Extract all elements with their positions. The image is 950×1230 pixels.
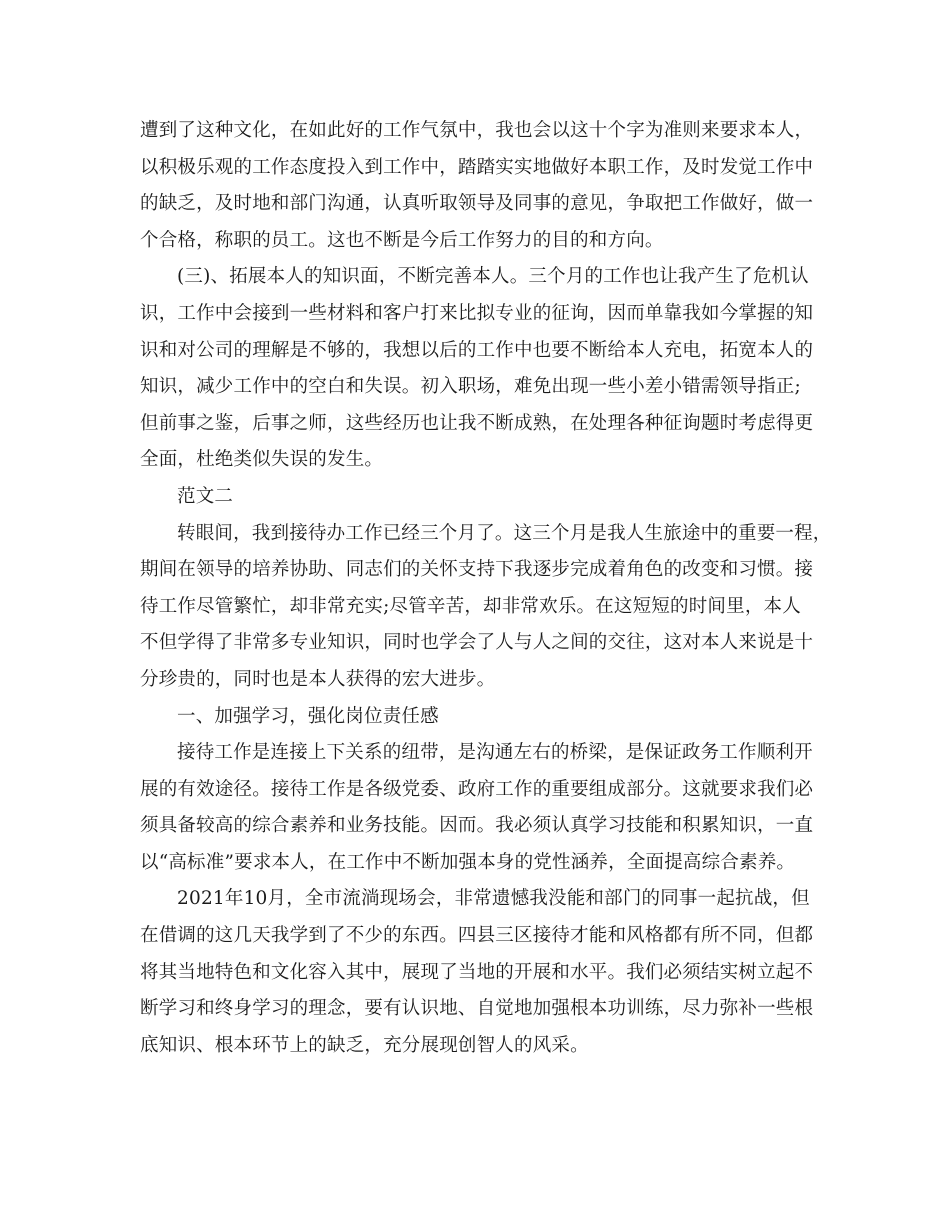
text-line: 识和对公司的理解是不够的，我想以后的工作中也要不断给本人充电，拓宽本人的 bbox=[140, 339, 814, 361]
text-line: 底知识、根本环节上的缺乏，充分展现创智人的风采。 bbox=[140, 1034, 589, 1056]
text-line: 分珍贵的，同时也是本人获得的宏大进步。 bbox=[140, 668, 496, 690]
text-line: 遭到了这种文化，在如此好的工作气氛中，我也会以这十个字为准则来要求本人， bbox=[140, 120, 814, 141]
text-line: 的缺乏，及时地和部门沟通，认真听取领导及同事的意见，争取把工作做好，做一 bbox=[140, 193, 814, 215]
document-body bbox=[140, 113, 840, 1064]
paragraph-start-line: 接待工作是连接上下关系的纽带，是沟通左右的桥梁，是保证政务工作顺利开 bbox=[177, 742, 813, 764]
text-line: 但前事之鉴，后事之师，这些经历也让我不断成熟，在处理各种征询题时考虑得更 bbox=[140, 412, 814, 434]
text-line: 须具备较高的综合素养和业务技能。因而。我必须认真学习技能和积累知识，一直 bbox=[140, 815, 814, 837]
text-line: 个合格，称职的员工。这也不断是今后工作努力的目的和方向。 bbox=[140, 229, 664, 251]
text-line: 断学习和终身学习的理念，要有认识地、自觉地加强根本功训练，尽力弥补一些根 bbox=[140, 998, 814, 1020]
section-heading: 一、加强学习，强化岗位责任感 bbox=[177, 705, 439, 727]
text-line: 展的有效途径。接待工作是各级党委、政府工作的重要组成部分。这就要求我们必 bbox=[140, 778, 814, 800]
text-line: 将其当地特色和文化容入其中，展现了当地的开展和水平。我们必须结实树立起不 bbox=[140, 961, 814, 983]
text-line: 知识，减少工作中的空白和失误。初入职场，难免出现一些小差小错需领导指正; bbox=[140, 376, 801, 398]
text-line: 不但学得了非常多专业知识，同时也学会了人与人之间的交往，这对本人来说是十 bbox=[140, 632, 814, 654]
paragraph-start-line: (三)、拓展本人的知识面，不断完善本人。三个月的工作也让我产生了危机认 bbox=[177, 266, 809, 288]
text-line: 在借调的这几天我学到了不少的东西。四县三区接待才能和风格都有所不同，但都 bbox=[140, 925, 814, 947]
paragraph-start-line: 2021年10月，全市流淌现场会，非常遗憾我没能和部门的同事一起抗战，但 bbox=[177, 888, 810, 910]
text-line: 识，工作中会接到一些材料和客户打来比拟专业的征询，因而单靠我如今掌握的知 bbox=[140, 302, 814, 324]
text-line: 待工作尽管繁忙，却非常充实;尽管辛苦，却非常欢乐。在这短短的时间里，本人 bbox=[140, 595, 801, 617]
text-line: 期间在领导的培养协助、同志们的关怀支持下我逐步完成着角色的改变和习惯。接 bbox=[140, 559, 814, 581]
text-line: 以积极乐观的工作态度投入到工作中，踏踏实实地做好本职工作，及时发觉工作中 bbox=[140, 156, 814, 178]
text-line: 以“高标准”要求本人，在工作中不断加强本身的党性涵养，全面提高综合素养。 bbox=[140, 851, 796, 873]
text-line: 全面，杜绝类似失误的发生。 bbox=[140, 449, 384, 471]
paragraph-start-line: 转眼间，我到接待办工作已经三个月了。这三个月是我人生旅途中的重要一程， bbox=[177, 522, 832, 544]
section-heading: 范文二 bbox=[177, 485, 234, 507]
